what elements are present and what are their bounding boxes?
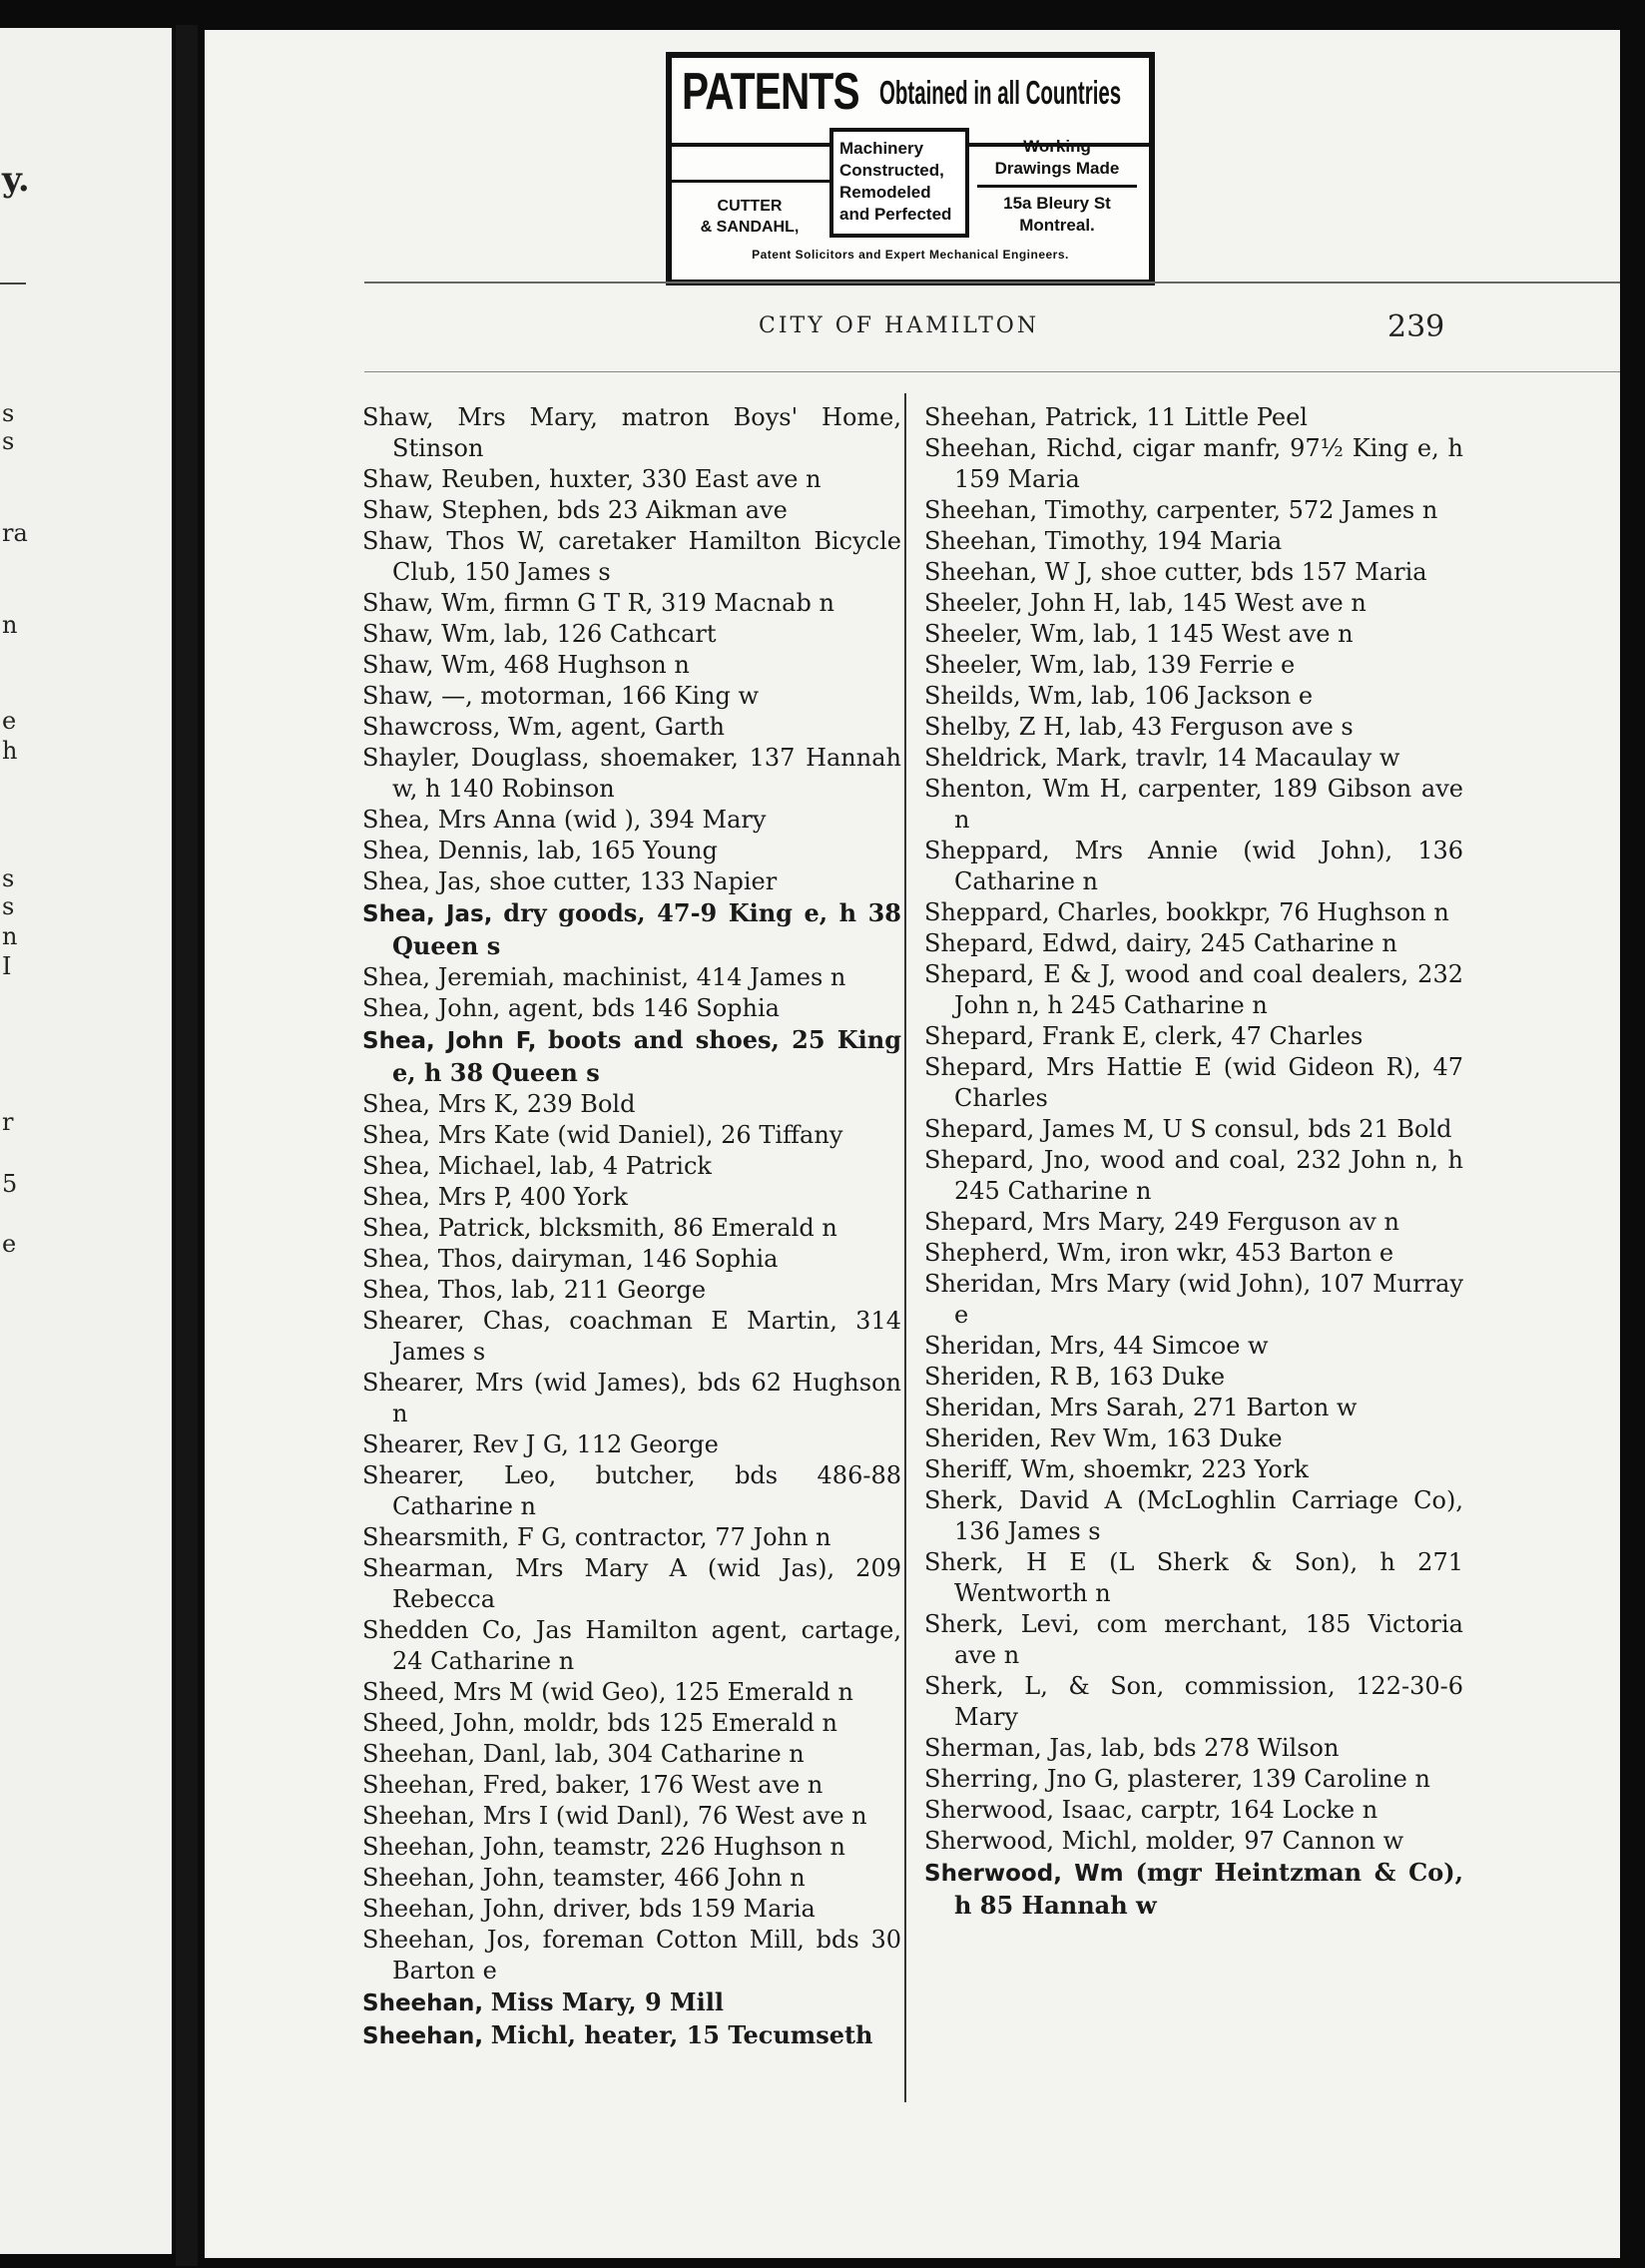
left-page-fragment: y. [2, 160, 30, 200]
directory-entry [924, 1393, 1463, 1423]
ad-address-line: 15a Bleury St [1003, 194, 1111, 213]
directory-entry [924, 681, 1463, 712]
entry-name: Shaw, [362, 589, 434, 617]
entry-details: Mrs Sarah, 271 Barton w [1049, 1394, 1358, 1421]
entry-name: Sheeler, [924, 620, 1023, 648]
ad-services-box [829, 128, 969, 238]
directory-entry [362, 1986, 901, 2019]
directory-entry [362, 650, 901, 681]
directory-entry [924, 712, 1463, 743]
left-page-edge [0, 28, 172, 2254]
entry-name: Shaw, [362, 620, 434, 648]
entry-name: Sheehan, [924, 558, 1038, 586]
entry-name: Shaw, [362, 651, 434, 679]
entry-name: Shearman, [362, 1554, 495, 1582]
entry-details: Mrs Mary (wid John), 107 Murray e [954, 1270, 1463, 1329]
directory-entry [362, 1089, 901, 1120]
entry-details: Wm, 468 Hughson n [441, 651, 690, 679]
entry-name: Sheridan, [924, 1332, 1043, 1360]
entry-name: Shawcross, [362, 713, 501, 741]
directory-entry [924, 526, 1463, 557]
directory-entry [362, 962, 901, 993]
entry-details: Patrick, 11 Little Peel [1044, 403, 1308, 431]
directory-entry [362, 1306, 901, 1368]
entry-name: Sheehan, [362, 1990, 484, 2016]
entry-name: Shepard, [924, 929, 1035, 957]
entry-name: Shearer, [362, 1461, 465, 1489]
entry-name: Shepard, [924, 1115, 1035, 1143]
entry-details: Dennis, lab, 165 Young [437, 837, 718, 864]
entry-name: Sherk, [924, 1486, 1004, 1514]
entry-name: Sheehan, [924, 527, 1038, 555]
entry-name: Shaw, [362, 682, 434, 710]
entry-details: John, driver, bds 159 Maria [482, 1895, 816, 1923]
entry-details: W J, shoe cutter, bds 157 Maria [1044, 558, 1427, 586]
entry-name: Shea, [362, 1183, 431, 1211]
entry-details: Timothy, carpenter, 572 James n [1044, 496, 1438, 524]
ad-divider [672, 180, 831, 183]
entry-name: Shearer, [362, 1369, 465, 1397]
entry-name: Shepard, [924, 1022, 1035, 1050]
entry-details: Wm, lab, 139 Ferrie e [1030, 651, 1296, 679]
entry-name: Sheridan, [924, 1394, 1043, 1421]
directory-entry [924, 774, 1463, 836]
entry-details: John, moldr, bds 125 Emerald n [452, 1709, 838, 1737]
directory-entry [362, 588, 901, 619]
entry-details: Reuben, huxter, 330 East ave n [441, 465, 822, 493]
directory-entry [362, 1213, 901, 1244]
entry-details: Co, Jas Hamilton agent, cartage, 24 Catharine n [392, 1616, 901, 1675]
directory-entry [924, 1795, 1463, 1826]
left-page-fragment: s [2, 399, 15, 427]
directory-entry [924, 1269, 1463, 1331]
entry-details: Wm, lab, 106 Jackson e [1028, 682, 1314, 710]
entry-details: Wm, iron wkr, 453 Barton e [1057, 1239, 1394, 1267]
entry-name: Sheehan, [362, 1926, 476, 1954]
entry-name: Sheriden, [924, 1363, 1042, 1391]
entry-details: Wm, agent, Garth [508, 713, 725, 741]
left-page-fragment: n [2, 922, 18, 950]
directory-entry [362, 526, 901, 588]
entry-name: Shepard, [924, 960, 1035, 988]
directory-entry [362, 2019, 901, 2052]
directory-entry [362, 1182, 901, 1213]
entry-details: Edwd, dairy, 245 Catharine n [1041, 929, 1397, 957]
entry-details: Jos, foreman Cotton Mill, bds 30 Barton e [392, 1926, 901, 1984]
entry-details: Mrs Mary, matron Boys' Home, Stinson [392, 403, 901, 462]
directory-entry [362, 1368, 901, 1429]
entry-name: Shenton, [924, 775, 1033, 803]
directory-entry [362, 1024, 901, 1089]
ad-firm-line: & SANDAHL, [700, 219, 800, 236]
entry-name: Shearer, [362, 1307, 465, 1335]
directory-entry [362, 743, 901, 805]
entry-name: Shea, [362, 1214, 431, 1242]
directory-entry [362, 1832, 901, 1863]
directory-entry [924, 743, 1463, 774]
entry-details: Mrs M (wid Geo), 125 Emerald n [452, 1678, 853, 1706]
entry-name: Sheriden, [924, 1424, 1042, 1452]
entry-name: Sheehan, [362, 1802, 476, 1830]
entry-details: Jas, shoe cutter, 133 Napier [437, 867, 778, 895]
ad-service-line: Remodeled [839, 183, 931, 202]
entry-name: Sheehan, [924, 403, 1038, 431]
entry-details: Michl, molder, 97 Cannon w [1061, 1827, 1404, 1855]
entry-name: Sheeler, [924, 589, 1023, 617]
left-page-fragment: n [2, 611, 18, 639]
entry-details: Mrs Anna (wid ), 394 Mary [437, 806, 767, 834]
directory-entry [924, 1052, 1463, 1114]
left-page-fragment: s [2, 864, 15, 892]
entry-details: Mrs Mary A (wid Jas), 209 Rebecca [392, 1554, 901, 1613]
directory-entry [362, 1553, 901, 1615]
directory-entry [924, 836, 1463, 897]
entry-details: Danl, lab, 304 Catharine n [482, 1740, 805, 1768]
entry-name: Shayler, [362, 744, 461, 772]
directory-entry [362, 866, 901, 897]
directory-entry [924, 1207, 1463, 1238]
directory-entry [924, 1671, 1463, 1733]
left-page-fragment: r [2, 1108, 14, 1136]
entry-name: Shea, [362, 994, 431, 1022]
directory-entry [924, 1764, 1463, 1795]
ad-title: PATENTS [682, 63, 859, 121]
entry-name: Sherk, [924, 1672, 1004, 1700]
directory-entry [924, 1733, 1463, 1764]
entry-details: Michl, heater, 15 Tecumseth [490, 2020, 873, 2049]
directory-entry [362, 681, 901, 712]
entry-name: Sherwood, [924, 1827, 1055, 1855]
left-column [362, 402, 901, 2052]
ad-service-line: Constructed, [839, 161, 944, 180]
entry-details: Thos, lab, 211 George [437, 1276, 707, 1304]
entry-details: F G, contractor, 77 John n [517, 1523, 831, 1551]
entry-details: Mrs Kate (wid Daniel), 26 Tiffany [437, 1121, 843, 1149]
directory-entry [362, 1739, 901, 1770]
entry-details: Stephen, bds 23 Aikman ave [441, 496, 788, 524]
entry-details: Jas, lab, bds 278 Wilson [1049, 1734, 1340, 1762]
entry-details: Miss Mary, 9 Mill [490, 1987, 724, 2016]
directory-entry [362, 712, 901, 743]
entry-name: Shea, John F, [362, 1028, 537, 1054]
entry-name: Sheilds, [924, 682, 1021, 710]
directory-entry [362, 805, 901, 836]
directory-entry [924, 588, 1463, 619]
directory-entry [362, 1894, 901, 1925]
patent-advertisement [666, 52, 1155, 285]
entry-name: Sheehan, [924, 434, 1038, 462]
directory-entry [362, 1863, 901, 1894]
entry-details: John, agent, bds 146 Sophia [437, 994, 780, 1022]
entry-name: Shepherd, [924, 1239, 1050, 1267]
entry-name: Shea, [362, 1152, 431, 1180]
left-page-fragment: s [2, 892, 15, 920]
entry-name: Shea, Jas, [362, 901, 493, 927]
directory-entry [924, 1857, 1463, 1922]
directory-entry [362, 1151, 901, 1182]
directory-entry [362, 897, 901, 962]
entry-name: Shepard, [924, 1146, 1035, 1174]
entry-details: Isaac, carptr, 164 Locke n [1061, 1796, 1378, 1824]
header-rule [364, 282, 1620, 284]
entry-details: Thos, dairyman, 146 Sophia [437, 1245, 779, 1273]
directory-entry [362, 402, 901, 464]
entry-details: Wm H, carpenter, 189 Gibson ave n [954, 775, 1463, 834]
entry-details: L, & Son, commission, 122-30-6 Mary [954, 1672, 1463, 1731]
entry-details: Charles, bookkpr, 76 Hughson n [1057, 898, 1449, 926]
directory-entry [362, 464, 901, 495]
entry-details: John, teamster, 466 John n [482, 1864, 806, 1892]
entry-details: Mrs Hattie E (wid Gideon R), 47 Charles [954, 1053, 1463, 1112]
entry-name: Shepard, [924, 1053, 1035, 1081]
ad-drawings-line: Drawings Made [994, 159, 1120, 178]
directory-entry [924, 1145, 1463, 1207]
entry-details: boots and shoes, 25 King e, h 38 Queen s [392, 1025, 901, 1087]
entry-details: (mgr Heintzman & Co), h 85 Hannah w [954, 1858, 1463, 1920]
entry-name: Sheehan, [362, 1864, 476, 1892]
ad-firm-line: CUTTER [717, 198, 783, 215]
entry-name: Shea, [362, 1090, 431, 1118]
ad-address-line: Montreal. [1019, 216, 1095, 235]
directory-entry [924, 1423, 1463, 1454]
ad-drawings-line: Working [1023, 137, 1091, 156]
directory-entry [362, 1615, 901, 1677]
left-page-fragment: 5 [2, 1170, 18, 1198]
directory-entry [924, 1826, 1463, 1857]
entry-details: R B, 163 Duke [1049, 1363, 1226, 1391]
entry-name: Shea, [362, 963, 431, 991]
entry-name: Sheridan, [924, 1270, 1043, 1298]
left-page-fragment: h [2, 737, 18, 765]
entry-details: Levi, com merchant, 185 Victoria ave n [954, 1610, 1463, 1669]
entry-name: Shaw, [362, 465, 434, 493]
entry-name: Sherwood, Wm [924, 1861, 1124, 1887]
entry-details: Patrick, blcksmith, 86 Emerald n [437, 1214, 837, 1242]
entry-details: Frank E, clerk, 47 Charles [1041, 1022, 1364, 1050]
book-spine [176, 25, 198, 2266]
entry-name: Shearsmith, [362, 1523, 510, 1551]
entry-name: Sheldrick, [924, 744, 1048, 772]
entry-name: Shaw, [362, 527, 434, 555]
directory-entry [924, 928, 1463, 959]
entry-name: Shea, [362, 1245, 431, 1273]
directory-entry [924, 1609, 1463, 1671]
directory-entry [362, 1522, 901, 1553]
entry-name: Sherring, [924, 1765, 1040, 1793]
entry-details: dry goods, 47-9 King e, h 38 Queen s [392, 898, 902, 960]
entry-details: Timothy, 194 Maria [1044, 527, 1283, 555]
entry-details: Rev Wm, 163 Duke [1049, 1424, 1283, 1452]
entry-name: Sheeler, [924, 651, 1023, 679]
directory-entry [362, 993, 901, 1024]
directory-entry [924, 897, 1463, 928]
directory-entry [924, 433, 1463, 495]
directory-entry [924, 650, 1463, 681]
entry-details: Mrs (wid James), bds 62 Hughson n [392, 1369, 901, 1427]
entry-details: David A (McLoghlin Carriage Co), 136 James s [954, 1486, 1463, 1545]
entry-name: Sheriff, [924, 1455, 1014, 1483]
entry-name: Sheehan, [362, 2023, 484, 2049]
entry-name: Sherwood, [924, 1796, 1055, 1824]
ad-service-line: Machinery [839, 139, 924, 158]
entry-name: Sheehan, [924, 496, 1038, 524]
entry-details: Chas, coachman E Martin, 314 James s [392, 1307, 901, 1366]
page-title: CITY OF HAMILTON [759, 313, 1040, 338]
directory-entry [362, 836, 901, 866]
directory-entry [362, 1275, 901, 1306]
directory-entry [924, 1362, 1463, 1393]
entry-details: Wm, firmn G T R, 319 Macnab n [441, 589, 834, 617]
directory-entry [924, 1485, 1463, 1547]
entry-name: Sheehan, [362, 1771, 476, 1799]
entry-name: Shearer, [362, 1430, 465, 1458]
left-page-rule [0, 283, 26, 284]
directory-entry [362, 1708, 901, 1739]
ad-footer: Patent Solicitors and Expert Mechanical Engineers. [752, 248, 1069, 262]
entry-details: John, teamstr, 226 Hughson n [482, 1833, 845, 1861]
entry-details: Wm, shoemkr, 223 York [1020, 1455, 1309, 1483]
entry-name: Shea, [362, 1121, 431, 1149]
entry-details: Mrs K, 239 Bold [437, 1090, 636, 1118]
entry-name: Shea, [362, 867, 431, 895]
entry-details: E & J, wood and coal dealers, 232 John n, h 245 Catharine n [954, 960, 1463, 1019]
directory-page [205, 30, 1620, 2258]
entry-details: Jeremiah, machinist, 414 James n [437, 963, 846, 991]
directory-entry [362, 1801, 901, 1832]
entry-name: Shea, [362, 806, 431, 834]
directory-entry [362, 1120, 901, 1151]
directory-entry [924, 495, 1463, 526]
directory-entry [362, 1677, 901, 1708]
entry-details: —, motorman, 166 King w [441, 682, 760, 710]
directory-entry [362, 619, 901, 650]
entry-name: Sheppard, [924, 898, 1050, 926]
entry-name: Shelby, [924, 713, 1012, 741]
directory-entry [362, 1925, 901, 1986]
entry-details: Jno G, plasterer, 139 Caroline n [1046, 1765, 1430, 1793]
directory-entry [924, 1114, 1463, 1145]
entry-name: Shaw, [362, 403, 434, 431]
directory-entry [362, 495, 901, 526]
directory-entry [924, 959, 1463, 1021]
entry-details: H E (L Sherk & Son), h 271 Wentworth n [954, 1548, 1463, 1607]
entry-details: Z H, lab, 43 Ferguson ave s [1018, 713, 1354, 741]
entry-details: Rev J G, 112 George [472, 1430, 719, 1458]
entry-details: Richd, cigar manfr, 97½ King e, h 159 Maria [954, 434, 1463, 493]
directory-entry [924, 1021, 1463, 1052]
entry-name: Sheppard, [924, 837, 1050, 864]
directory-entry [362, 1244, 901, 1275]
entry-name: Shepard, [924, 1208, 1035, 1236]
entry-name: Sherk, [924, 1548, 1004, 1576]
directory-entry [362, 1770, 901, 1801]
directory-entry [924, 1331, 1463, 1362]
entry-name: Sheehan, [362, 1895, 476, 1923]
left-page-fragment: I [2, 952, 12, 980]
entry-details: Mrs I (wid Danl), 76 West ave n [482, 1802, 867, 1830]
entry-details: Leo, butcher, bds 486-88 Catharine n [392, 1461, 901, 1520]
entry-details: John H, lab, 145 West ave n [1030, 589, 1367, 617]
entry-details: Michael, lab, 4 Patrick [437, 1152, 712, 1180]
entry-name: Shea, [362, 837, 431, 864]
entry-details: Thos W, caretaker Hamilton Bicycle Club, 150 James s [392, 527, 901, 586]
entry-details: Fred, baker, 176 West ave n [482, 1771, 823, 1799]
entry-details: James M, U S consul, bds 21 Bold [1041, 1115, 1452, 1143]
entry-name: Sheehan, [362, 1833, 476, 1861]
entry-name: Shedden [362, 1616, 469, 1644]
entry-details: Douglass, shoemaker, 137 Hannah w, h 140 Robinson [392, 744, 901, 803]
entry-details: Mrs, 44 Simcoe w [1049, 1332, 1269, 1360]
page-number: 239 [1387, 309, 1445, 344]
directory-entry [362, 1429, 901, 1460]
directory-entry [924, 619, 1463, 650]
entry-details: Wm, lab, 1 145 West ave n [1030, 620, 1354, 648]
directory-entry [924, 1238, 1463, 1269]
column-divider [904, 393, 906, 2102]
directory-entry [924, 557, 1463, 588]
header-rule [364, 371, 1620, 372]
entry-details: Mrs P, 400 York [437, 1183, 628, 1211]
right-column [924, 402, 1463, 1922]
entry-name: Sheehan, [362, 1740, 476, 1768]
entry-name: Shea, [362, 1276, 431, 1304]
entry-details: Mrs Annie (wid John), 136 Catharine n [954, 837, 1464, 895]
entry-name: Sheed, [362, 1678, 446, 1706]
directory-entry [362, 1460, 901, 1522]
left-page-fragment: s [2, 427, 15, 455]
ad-divider [977, 185, 1137, 188]
entry-name: Shaw, [362, 496, 434, 524]
directory-entry [924, 1547, 1463, 1609]
left-page-fragment: e [2, 707, 17, 735]
entry-details: Mark, travlr, 14 Macaulay w [1055, 744, 1400, 772]
entry-name: Sherk, [924, 1610, 1004, 1638]
entry-details: Jno, wood and coal, 232 John n, h 245 Catharine n [954, 1146, 1463, 1205]
directory-entry [924, 402, 1463, 433]
directory-entry [924, 1454, 1463, 1485]
entry-details: Mrs Mary, 249 Ferguson av n [1041, 1208, 1399, 1236]
ad-subtitle: Obtained in all Countries [879, 74, 1122, 111]
ad-drawings-box [977, 136, 1137, 238]
left-page-fragment: e [2, 1230, 17, 1258]
entry-name: Sheed, [362, 1709, 446, 1737]
ad-firm-name [680, 196, 820, 238]
ad-service-line: and Perfected [839, 205, 952, 224]
entry-details: Wm, lab, 126 Cathcart [441, 620, 717, 648]
left-page-fragment: ra [2, 519, 28, 547]
entry-name: Sherman, [924, 1734, 1042, 1762]
